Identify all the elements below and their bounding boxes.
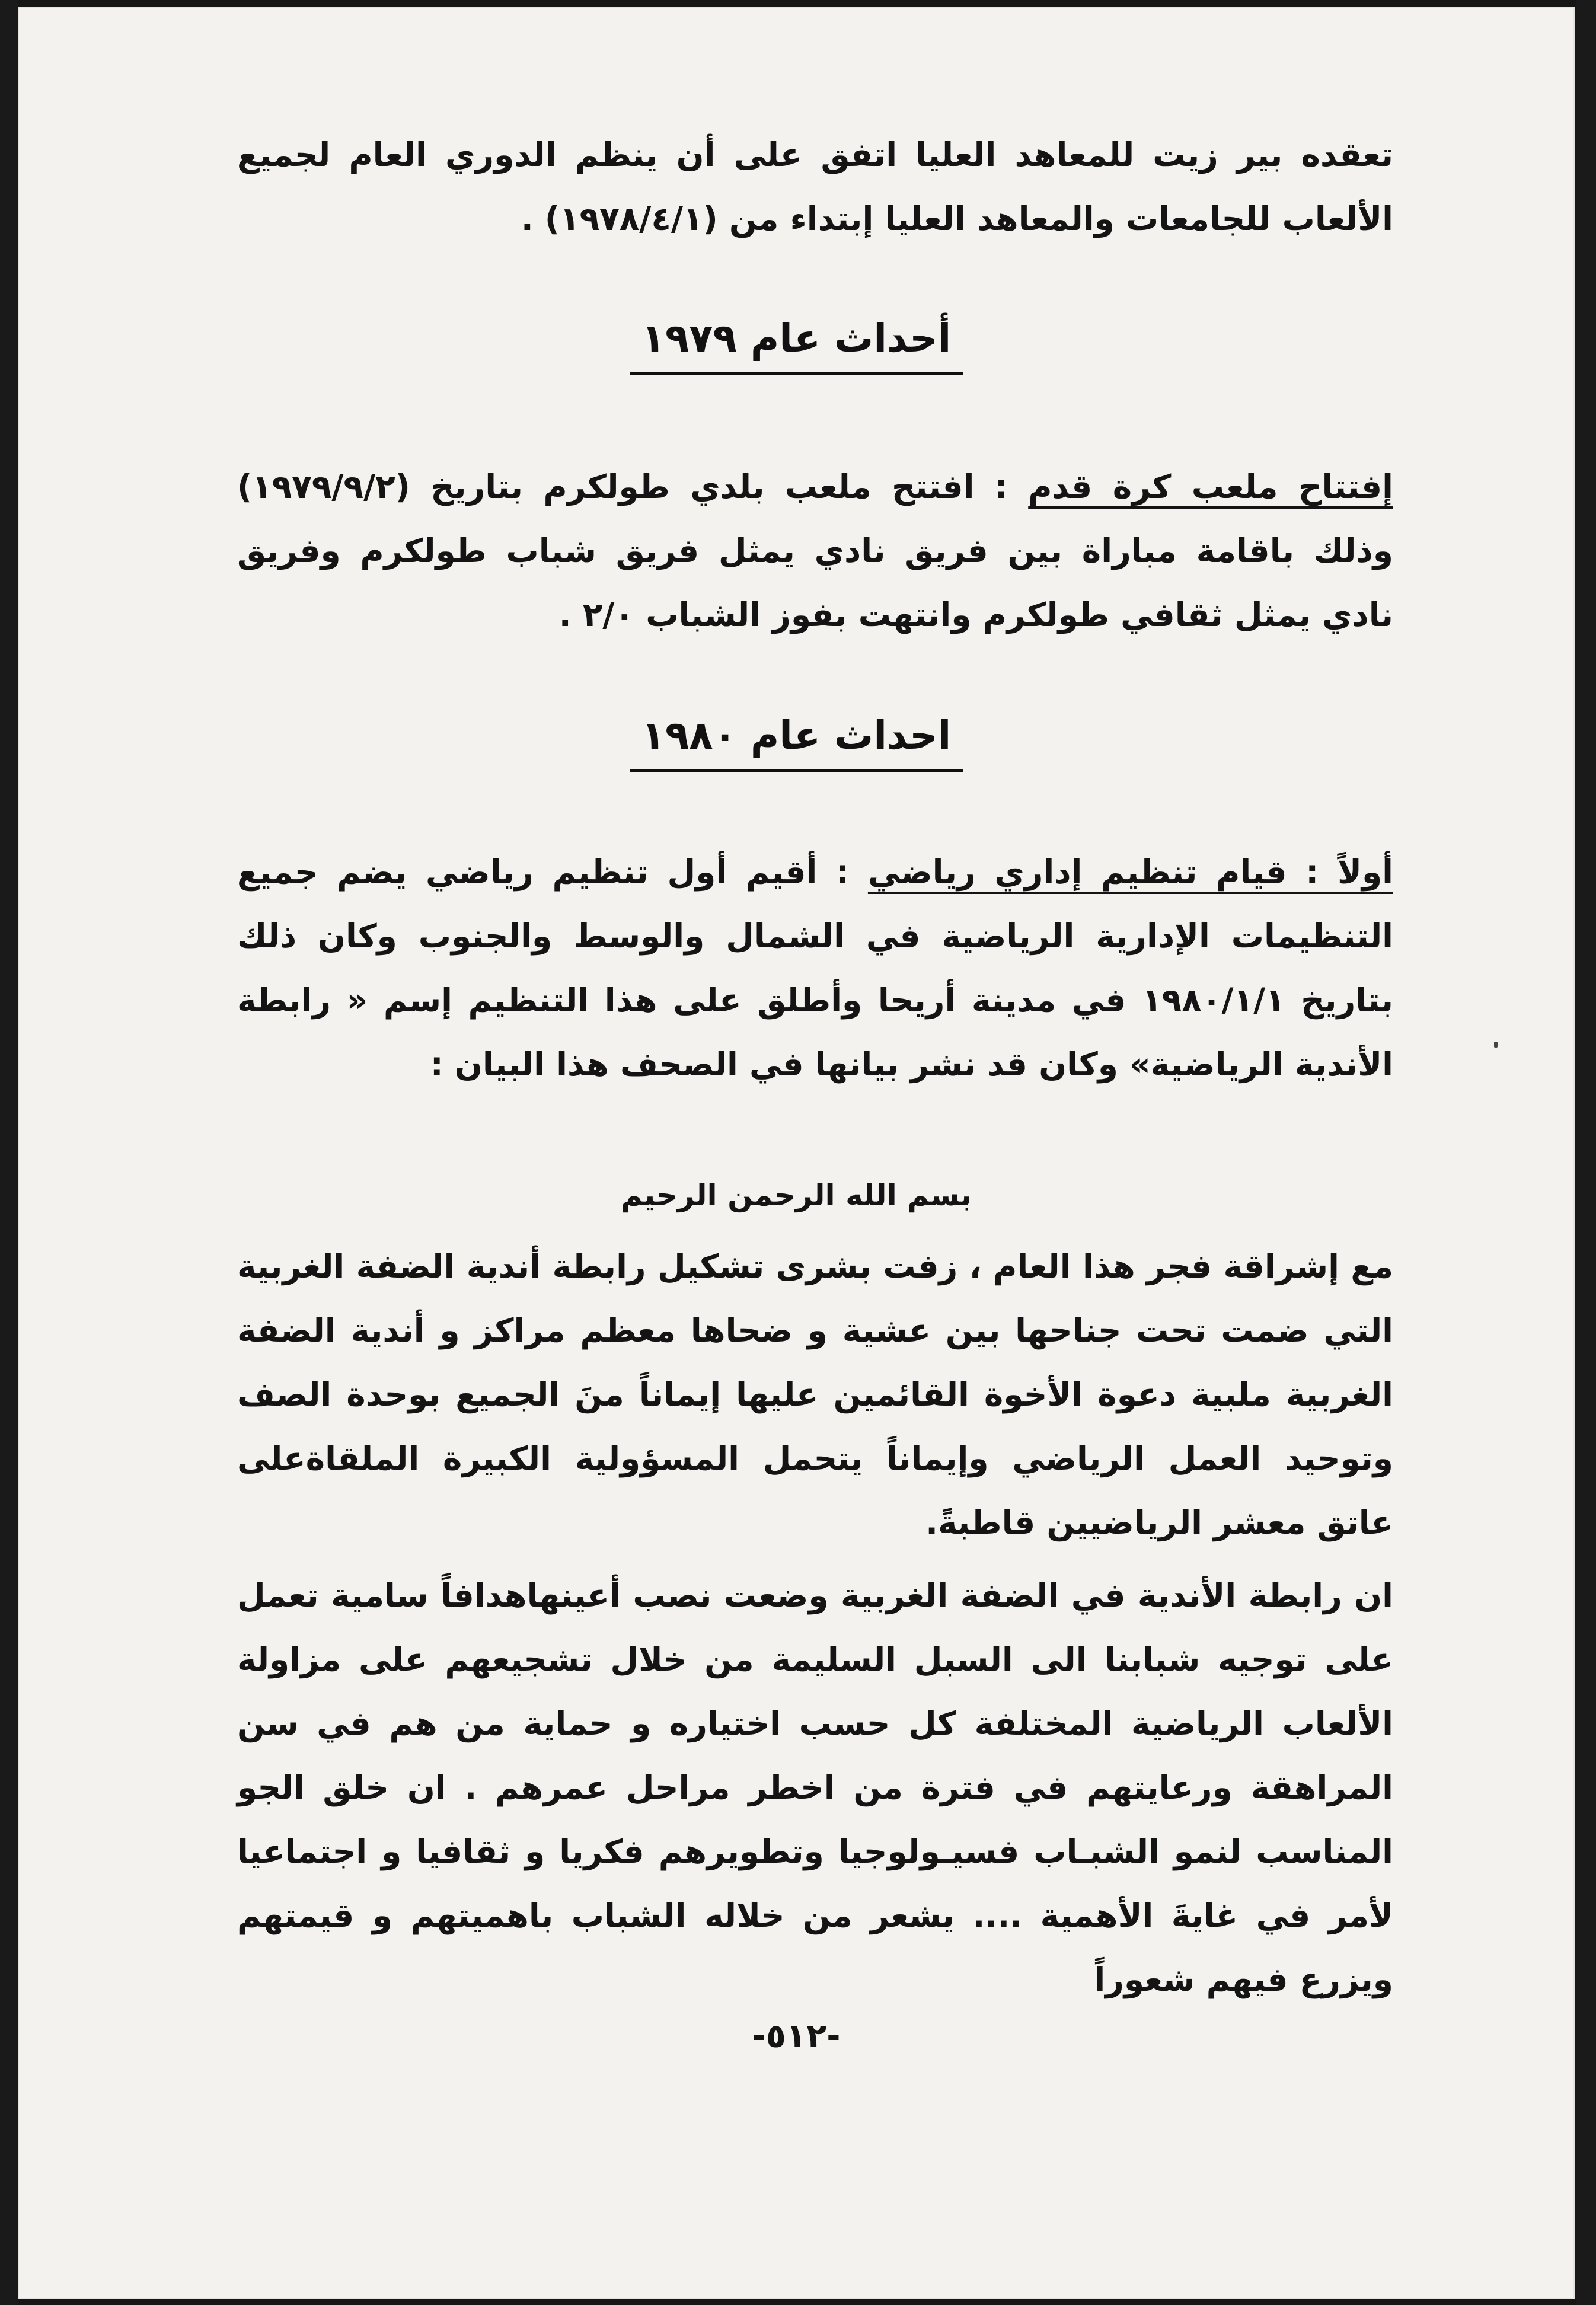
basmala: بسم الله الرحمن الرحيم xyxy=(621,1178,972,1212)
scan-border-right xyxy=(1576,0,1596,2305)
section-1979-item xyxy=(237,455,1393,647)
item-lead-sports-organization: أولاً : قيام تنظيم إداري رياضي xyxy=(867,853,1393,891)
item-text-sports-organization: : أقيم أول تنظيم رياضي يضم جميع التنظيمات الإدارية الرياضية في الشمال والوسط والجنوب وكان ذلك بتاريخ ١٩٨٠/١/١ في مدينة أريحا وأطلق على هذا التنظيم إسم « رابطة الأندية الرياضية» وكان قد نشر بيانها في الصحف هذا البيان : xyxy=(237,853,1393,1083)
heading-1980 xyxy=(18,713,1575,772)
statement-paragraph-2: ان رابطة الأندية في الضفة الغربية وضعت نصب أعينهاهدافاً سامية تعمل على توجيه شبابنا الى السبل السليمة من خلال تشجيعهم على مزاولة الألعاب الرياضية المختلفة كل حسب اختياره و حماية من هم في سن المراهقة ورعايتهم في فترة من اخطر مراحل عمرهم . ان خلق الجو المناسب لنمو الشبـاب فسيـولوجيا وتطويرهم فكريا و ثقافيا و اجتماعيا لأمر في غايةَ الأهمية .... يشعر من خلاله الشباب باهميتهم و قيمتهم ويزرع فيهم شعوراً xyxy=(237,1576,1393,1998)
heading-1979-text: أحداث عام ١٩٧٩ xyxy=(630,315,963,375)
item-text-stadium-opening: : افتتح ملعب بلدي طولكرم بتاريخ (١٩٧٩/٩/٢) وذلك باقامة مباراة بين فريق نادي يمثل فريق شباب طولكرم وفريق نادي يمثل ثقافي طولكرم وانتهت بفوز الشباب ٢/٠ . xyxy=(237,468,1393,634)
scan-border-left xyxy=(0,0,18,2305)
document-page xyxy=(18,7,1575,2299)
statement-paragraph-1: مع إشراقة فجر هذا العام ، زفت بشرى تشكيل رابطة أندية الضفة الغربية التي ضمت تحت جناحها بين عشية و ضحاها معظم مراكز و أندية الضفة الغربية ملبية دعوة الأخوة القائمين عليها إيماناً منَ الجميع بوحدة الصف وتوحيد العمل الرياضي وإيماناً يتحمل المسؤولية الكبيرة الملقاةعلى عاتق معشر الرياضيين قاطبةً. xyxy=(237,1247,1393,1541)
scan-speck xyxy=(1494,1042,1498,1048)
heading-1979 xyxy=(18,315,1575,375)
heading-1980-text: احداث عام ١٩٨٠ xyxy=(630,713,963,772)
opening-paragraph: تعقده بير زيت للمعاهد العليا اتفق على أن ينظم الدوري العام لجميع الألعاب للجامعات والمعاهد العليا إبتداء من (١٩٧٨/٤/١) . xyxy=(237,136,1393,238)
item-lead-stadium-opening: إفتتاح ملعب كرة قدم xyxy=(1028,468,1393,506)
page-number: -٥١٢- xyxy=(752,2017,841,2055)
section-1980-item xyxy=(237,840,1393,1096)
